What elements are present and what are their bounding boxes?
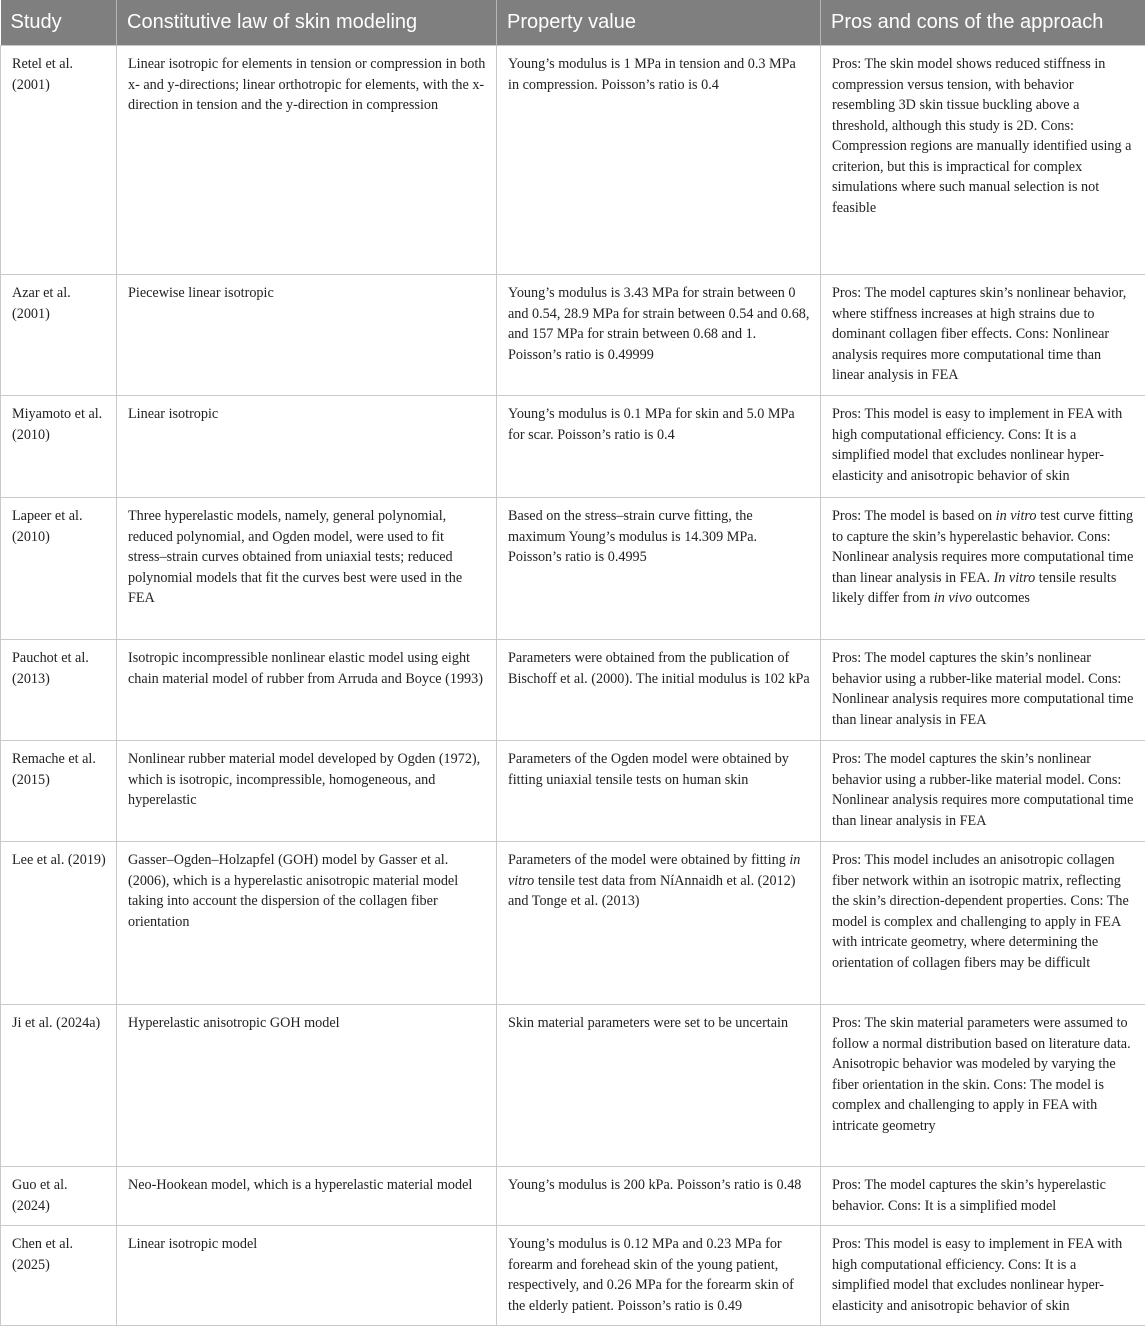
cell-study: Miyamoto et al. (2010): [1, 396, 117, 498]
text-run: Parameters of the model were obtained by fitting: [508, 852, 789, 868]
table-row: [1, 1226, 1145, 1326]
cell-law: Hyperelastic anisotropic GOH model: [117, 1005, 497, 1167]
text-run: Pros: The model is based on: [832, 508, 996, 524]
cell-study: Pauchot et al. (2013): [1, 640, 117, 741]
cell-study: Azar et al. (2001): [1, 275, 117, 396]
cell-value: Based on the stress–strain curve fitting, the maximum Young’s modulus is 14.309 MPa. Poisson’s ratio is 0.4995: [497, 498, 821, 640]
cell-law: Gasser–Ogden–Holzapfel (GOH) model by Gasser et al. (2006), which is a hyperelastic anisotropic material model taking into account the dispersion of the collagen fiber orientation: [117, 842, 497, 1005]
table-row: [1, 46, 1145, 275]
text-run: test curve fitting to capture the skin’s hyperelastic behavior. Cons: Nonlinear analysis requires more computational time than linear analysis in FEA.: [832, 508, 1133, 586]
cell-pros-cons: Pros: The skin material parameters were assumed to follow a normal distribution based on literature data. Anisotropic behavior was modeled by varying the fiber orientation in the skin. Cons: The model is complex and challenging to apply in FEA with intricate geometry: [821, 1005, 1145, 1167]
cell-law: Neo-Hookean model, which is a hyperelastic material model: [117, 1167, 497, 1226]
header-pros-cons: Pros and cons of the approach: [821, 0, 1145, 46]
table-body: [1, 46, 1145, 1326]
cell-law: Nonlinear rubber material model developed by Ogden (1972), which is isotropic, incompressible, homogeneous, and hyperelastic: [117, 741, 497, 842]
cell-value: Young’s modulus is 0.12 MPa and 0.23 MPa for forearm and forehead skin of the young patient, respectively, and 0.26 MPa for the forearm skin of the elderly patient. Poisson’s ratio is 0.49: [497, 1226, 821, 1326]
header-study: Study: [1, 0, 117, 46]
cell-pros-cons: Pros: The model captures the skin’s hyperelastic behavior. Cons: It is a simplified model: [821, 1167, 1145, 1226]
cell-pros-cons: Pros: This model is easy to implement in FEA with high computational efficiency. Cons: It is a simplified model that excludes nonlinear hyper-elasticity and anisotropic behavior of skin: [821, 396, 1145, 498]
cell-law: Linear isotropic for elements in tension or compression in both x- and y-directions; linear orthotropic for elements, with the x-direction in tension and the y-direction in compression: [117, 46, 497, 275]
cell-value: Parameters of the Ogden model were obtained by fitting uniaxial tensile tests on human skin: [497, 741, 821, 842]
cell-law: Linear isotropic model: [117, 1226, 497, 1326]
cell-value: Young’s modulus is 1 MPa in tension and 0.3 MPa in compression. Poisson’s ratio is 0.4: [497, 46, 821, 275]
header-constitutive-law: Constitutive law of skin modeling: [117, 0, 497, 46]
cell-pros-cons: Pros: This model is easy to implement in FEA with high computational efficiency. Cons: It is a simplified model that excludes nonlinear hyper-elasticity and anisotropic behavior of skin: [821, 1226, 1145, 1326]
cell-pros-cons: Pros: The model captures the skin’s nonlinear behavior using a rubber-like material model. Cons: Nonlinear analysis requires more computational time than linear analysis in FEA: [821, 741, 1145, 842]
table-row: [1, 396, 1145, 498]
cell-pros-cons: [821, 498, 1145, 640]
cell-study: Lee et al. (2019): [1, 842, 117, 1005]
table-row: [1, 1005, 1145, 1167]
italic-run: in vitro: [508, 852, 800, 889]
cell-pros-cons: Pros: The skin model shows reduced stiffness in compression versus tension, with behavior resembling 3D skin tissue buckling above a threshold, although this study is 2D. Cons: Compression regions are manually identified using a criterion, but this is impractical for complex simulations where such manual selection is not feasible: [821, 46, 1145, 275]
cell-study: Guo et al. (2024): [1, 1167, 117, 1226]
text-run: outcomes: [972, 590, 1030, 606]
cell-study: Retel et al. (2001): [1, 46, 117, 275]
cell-value: Parameters were obtained from the publication of Bischoff et al. (2000). The initial modulus is 102 kPa: [497, 640, 821, 741]
cell-law: Piecewise linear isotropic: [117, 275, 497, 396]
cell-value: [497, 842, 821, 1005]
table-row: [1, 741, 1145, 842]
italic-run: In vitro: [994, 570, 1036, 586]
table-row: [1, 498, 1145, 640]
italic-run: in vivo: [934, 590, 972, 606]
text-run: tensile test data from NíAnnaidh et al. (2012) and Tonge et al. (2013): [508, 873, 796, 910]
table-header: [1, 0, 1145, 46]
cell-pros-cons: Pros: The model captures the skin’s nonlinear behavior using a rubber-like material model. Cons: Nonlinear analysis requires more computational time than linear analysis in FEA: [821, 640, 1145, 741]
text-run: tensile results likely differ from: [832, 570, 1116, 607]
cell-value: Young’s modulus is 3.43 MPa for strain between 0 and 0.54, 28.9 MPa for strain between 0.54 and 0.68, and 157 MPa for strain between 0.68 and 1. Poisson’s ratio is 0.49999: [497, 275, 821, 396]
header-row: [1, 0, 1145, 46]
table-row: [1, 640, 1145, 741]
table-row: [1, 842, 1145, 1005]
header-property-value: Property value: [497, 0, 821, 46]
cell-study: Lapeer et al. (2010): [1, 498, 117, 640]
italic-run: in vitro: [996, 508, 1037, 524]
cell-law: Three hyperelastic models, namely, general polynomial, reduced polynomial, and Ogden model, were used to fit stress–strain curves obtained from uniaxial tests; reduced polynomial models that fit the curves best were used in the FEA: [117, 498, 497, 640]
cell-value: Young’s modulus is 0.1 MPa for skin and 5.0 MPa for scar. Poisson’s ratio is 0.4: [497, 396, 821, 498]
cell-study: Ji et al. (2024a): [1, 1005, 117, 1167]
cell-law: Isotropic incompressible nonlinear elastic model using eight chain material model of rubber from Arruda and Boyce (1993): [117, 640, 497, 741]
table-row: [1, 275, 1145, 396]
cell-study: Remache et al. (2015): [1, 741, 117, 842]
cell-pros-cons: Pros: This model includes an anisotropic collagen fiber network within an isotropic matrix, reflecting the skin’s direction-dependent properties. Cons: The model is complex and challenging to apply in FEA with intricate geometry, where determining the orientation of collagen fibers may be difficult: [821, 842, 1145, 1005]
cell-law: Linear isotropic: [117, 396, 497, 498]
cell-value: Skin material parameters were set to be uncertain: [497, 1005, 821, 1167]
cell-study: Chen et al. (2025): [1, 1226, 117, 1326]
cell-pros-cons: Pros: The model captures skin’s nonlinear behavior, where stiffness increases at high strains due to dominant collagen fiber effects. Cons: Nonlinear analysis requires more computational time than linear analysis in FEA: [821, 275, 1145, 396]
cell-value: Young’s modulus is 200 kPa. Poisson’s ratio is 0.48: [497, 1167, 821, 1226]
table-row: [1, 1167, 1145, 1226]
